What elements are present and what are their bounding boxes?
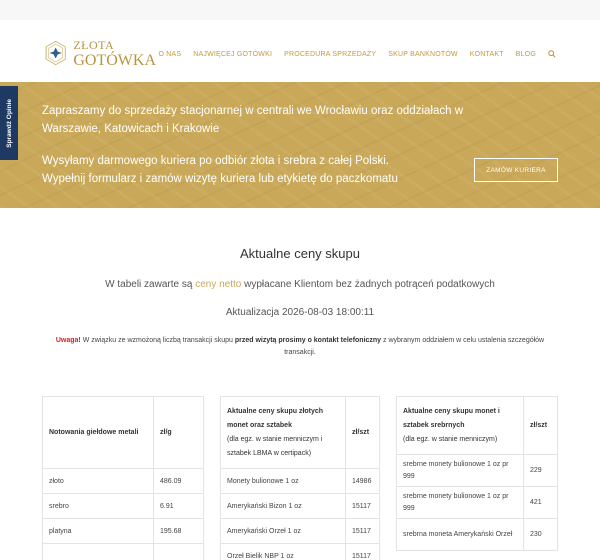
table-cell: 486.09: [154, 469, 204, 494]
notice-part2: z wybranym oddziałem w celu ustalenia szczegółów transakcji.: [284, 337, 545, 356]
table-header-title: Aktualne ceny skupu monet i sztabek srebrnych: [403, 407, 500, 429]
hero-banner: [0, 82, 600, 208]
table-cell: 230: [524, 519, 558, 551]
table-cell: Amerykański Orzeł 1 oz: [221, 519, 346, 544]
table-cell: 229: [524, 455, 558, 487]
nav-item-najwiecej-gotowki[interactable]: NAJWIĘCEJ GOTÓWKI: [193, 50, 273, 58]
banner-text-locations: Zapraszamy do sprzedaży stacjonarnej w centrali we Wrocławiu oraz oddziałach w Warszawie, Katowicach i Krakowie: [42, 105, 463, 135]
notice-text: [42, 335, 558, 359]
table-cell: Monety bulionowe 1 oz: [221, 469, 346, 494]
table-header: [397, 397, 524, 455]
table-header: Notowania giełdowe metali: [43, 397, 154, 469]
table-header-unit: zł/szt: [346, 397, 380, 469]
table-header-subtitle: (dla egz. w stanie menniczym): [403, 435, 498, 443]
table-cell: 15117: [346, 494, 380, 519]
gold-prices-table: [220, 396, 380, 560]
table-header-unit: zł/g: [154, 397, 204, 469]
table-cell: srebrne monety bulionowe 1 oz pr 999: [397, 455, 524, 487]
nav-item-kontakt[interactable]: KONTAKT: [469, 50, 504, 58]
top-strip: [0, 0, 600, 20]
table-cell: [154, 544, 204, 560]
table-row: [221, 544, 380, 560]
reviews-side-tab[interactable]: [0, 86, 18, 160]
table-row: [43, 494, 204, 519]
nav-item-o-nas[interactable]: O NAS: [158, 50, 182, 58]
page-title: Aktualne ceny skupu: [240, 246, 360, 261]
table-row: [221, 494, 380, 519]
metal-quotes-table: [42, 396, 204, 560]
table-cell: 421: [524, 487, 558, 519]
nav-item-blog[interactable]: BLOG: [515, 50, 536, 58]
silver-prices-table: [396, 396, 558, 551]
table-cell: złoto: [43, 469, 154, 494]
notice-part1: W związku ze wzmożoną liczbą transakcji skupu: [80, 337, 235, 344]
table-cell: srebrne monety bulionowe 1 oz pr 999: [397, 487, 524, 519]
table-header-unit: zł/szt: [524, 397, 558, 455]
table-row: [221, 469, 380, 494]
intro-text: [0, 279, 600, 290]
logo-text: [73, 38, 156, 68]
site-header: [0, 20, 600, 86]
table-row: [221, 519, 380, 544]
table-row: [397, 455, 558, 487]
nav-item-procedura-sprzedazy[interactable]: PROCEDURA SPRZEDAŻY: [284, 50, 377, 58]
table-cell: 15117: [346, 519, 380, 544]
table-cell: 15117: [346, 544, 380, 560]
reviews-side-tab-label: Sprawdź Opinie: [5, 98, 13, 148]
search-icon[interactable]: [548, 50, 556, 58]
intro-before: W tabeli zawarte są: [105, 279, 196, 290]
notice-bold: przed wizytą prosimy o kontakt telefoniczny: [234, 337, 382, 344]
table-header-title: Aktualne ceny skupu złotych monet oraz sztabek: [227, 407, 324, 429]
table-row: [397, 519, 558, 551]
main-nav: [158, 50, 556, 58]
logo[interactable]: [44, 30, 156, 76]
table-row: [43, 544, 204, 560]
table-cell: 14986: [346, 469, 380, 494]
table-cell: [43, 544, 154, 560]
table-cell: srebro: [43, 494, 154, 519]
notice-warning: Uwaga!: [55, 337, 81, 344]
table-row: [43, 519, 204, 544]
table-cell: srebrna moneta Amerykański Orzeł: [397, 519, 524, 551]
table-header: [221, 397, 346, 469]
intro-after: wypłacane Klientom bez żadnych potrąceń podatkowych: [241, 279, 495, 290]
logo-star-icon: [44, 34, 67, 72]
table-cell: 6.91: [154, 494, 204, 519]
table-cell: platyna: [43, 519, 154, 544]
logo-line1: ZŁOTA: [73, 38, 115, 52]
banner-text-courier: Wysyłamy darmowego kuriera po odbiór złota i srebra z całej Polski. Wypełnij formularz i zamów wizytę kuriera lub etykietę do paczkomatu: [42, 155, 398, 185]
table-cell: 195.68: [154, 519, 204, 544]
table-row: [397, 487, 558, 519]
intro-highlight: ceny netto: [195, 279, 242, 290]
order-courier-button[interactable]: ZAMÓW KURIERA: [474, 158, 558, 182]
update-timestamp: Aktualizacja 2026-08-03 18:00:11: [225, 307, 375, 318]
nav-item-skup-banknotow[interactable]: SKUP BANKNOTÓW: [388, 50, 458, 58]
table-row: [43, 469, 204, 494]
table-cell: Amerykański Bizon 1 oz: [221, 494, 346, 519]
logo-line2: GOTÓWKA: [73, 52, 156, 69]
table-header-subtitle: (dla egz. w stanie menniczym i sztabek LBMA w certipack): [227, 435, 323, 457]
table-cell: Orzeł Bielik NBP 1 oz: [221, 544, 346, 560]
